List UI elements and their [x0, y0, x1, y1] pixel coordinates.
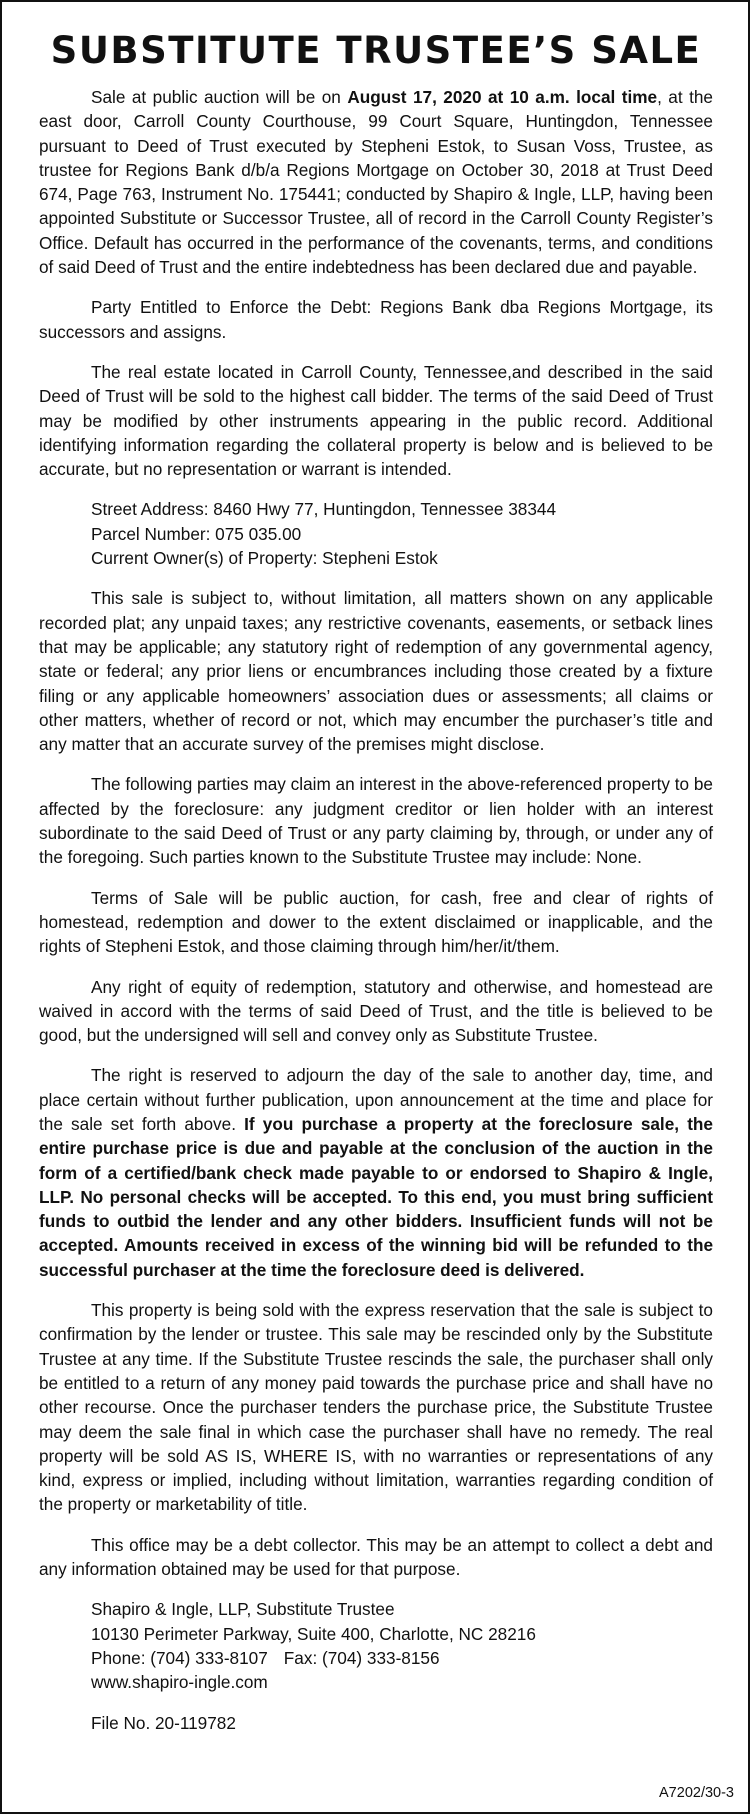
purchase-requirements-text: If you purchase a property at the foreclosure sale, the entire purchase price is due and payable at the conclusion of the auction in the form of a certified/bank check made payable to or endorsed to Shapiro & Ingle, LLP. No personal checks will be accepted. To this end, you must bring sufficient funds to outbid the lender and any other bidders. Insufficient funds will not be accepted. Amounts received in excess of the winning bid will be refunded to the successful purchaser at the time the foreclosure deed is delivered. — [39, 1113, 713, 1280]
notice-title: SUBSTITUTE TRUSTEE’S SALE — [50, 29, 702, 72]
party-entitled-paragraph: Party Entitled to Enforce the Debt: Regions Bank dba Regions Mortgage, its successors and assigns. — [39, 297, 713, 342]
trustee-address: 10130 Perimeter Parkway, Suite 400, Charlotte, NC 28216 — [91, 1623, 536, 1644]
trustee-fax: Fax: (704) 333-8156 — [283, 1647, 440, 1668]
debt-collector-paragraph: This office may be a debt collector. This may be an attempt to collect a debt and any information obtained may be used for that purpose. — [39, 1534, 713, 1580]
ad-code: A7202/30-3 — [659, 1785, 734, 1801]
file-number-text: File No. 20-119782 — [91, 1712, 236, 1733]
interested-parties-paragraph: The following parties may claim an interest in the above-referenced property to be affected by the foreclosure: any judgment creditor or lien holder with an interest subordinate to the said Deed of Trust or any party claiming by, through, or under any of the foregoing. Such parties known to the Substitute Trustee may include: None. — [39, 774, 713, 868]
reservation-paragraph: This property is being sold with the express reservation that the sale is subject to confirmation by the lender or trustee. This sale may be rescinded only by the Substitute Trustee at any time. If the Substitute Trustee rescinds the sale, the purchaser shall only be entitled to a return of any money paid towards the purchase price and shall have no other recourse. Once the purchaser tenders the purchase price, the Substitute Trustee may deem the sale final in which case the purchaser shall have no remedy. The real property will be sold AS IS, WHERE IS, with no warranties or representations of any kind, express or implied, including without limitation, warranties regarding condition of the property or marketability of title. — [39, 1300, 713, 1515]
trustee-contact — [91, 1597, 713, 1694]
file-number — [91, 1711, 713, 1735]
terms-of-sale-paragraph: Terms of Sale will be public auction, for cash, free and clear of rights of homestead, redemption and dower to the extent disclaimed or inapplicable, and the rights of Stepheni Estok, and those claiming through him/her/it/them. — [39, 887, 713, 957]
trustee-name: Shapiro & Ingle, LLP, Substitute Trustee — [91, 1599, 395, 1620]
street-address: Street Address: 8460 Hwy 77, Huntingdon, Tennessee 38344 — [91, 499, 557, 520]
sale-intro-text: Sale at public auction will be on — [91, 87, 348, 107]
real-estate-paragraph: The real estate located in Carroll County, Tennessee,and described in the said Deed of Trust will be sold to the highest call bidder. The terms of the said Deed of Trust may be modified by other instruments appearing in the public record. Additional identifying information regarding the collateral property is below and is believed to be accurate, but no representation or warrant is intended. — [39, 361, 713, 480]
notice-content — [39, 29, 713, 1751]
sale-details-text: , at the east door, Carroll County Courthouse, 99 Court Square, Huntingdon, Tennessee pursuant to Deed of Trust executed by Stepheni Estok, to Susan Voss, Trustee, as trustee for Regions Bank d/b/a Regions Mortgage on October 30, 2018 at Trust Deed 674, Page 763, Instrument No. 175441; conducted by Shapiro & Ingle, LLP, having been appointed Substitute or Successor Trustee, all of record in the Carroll County Register’s Office. Default has occurred in the performance of the covenants, terms, and conditions of said Deed of Trust and the entire indebtedness has been declared due and payable. — [39, 87, 713, 278]
sale-paragraph — [39, 85, 713, 279]
trustee-phone: Phone: (704) 333-8107 — [91, 1647, 268, 1668]
property-info — [91, 497, 713, 570]
adjournment-text: The right is reserved to adjourn the day of the sale to another day, time, and place certain without further publication, upon announcement at the time and place for the sale set forth above. — [39, 1065, 713, 1134]
current-owner: Current Owner(s) of Property: Stepheni Estok — [91, 548, 438, 569]
subject-to-paragraph: This sale is subject to, without limitation, all matters shown on any applicable recorded plat; any unpaid taxes; any restrictive covenants, easements, or setback lines that may be applicable; any statutory right of redemption of any governmental agency, state or federal; any prior liens or encumbrances including those created by a fixture filing or any applicable homeowners’ association dues or assessments; all claims or other matters, whether of record or not, which may encumber the purchaser’s title and any matter that an accurate survey of the premises might disclose. — [39, 588, 713, 755]
parcel-number: Parcel Number: 075 035.00 — [91, 523, 302, 544]
adjournment-paragraph — [39, 1063, 713, 1282]
sale-date-time: August 17, 2020 at 10 a.m. local time — [347, 87, 658, 107]
trustee-website: www.shapiro-ingle.com — [91, 1672, 268, 1693]
equity-redemption-paragraph: Any right of equity of redemption, statutory and otherwise, and homestead are waived in accord with the terms of said Deed of Trust, and the title is believed to be good, but the undersigned will sell and convey only as Substitute Trustee. — [39, 976, 713, 1046]
trustee-phone-fax — [91, 1646, 713, 1670]
